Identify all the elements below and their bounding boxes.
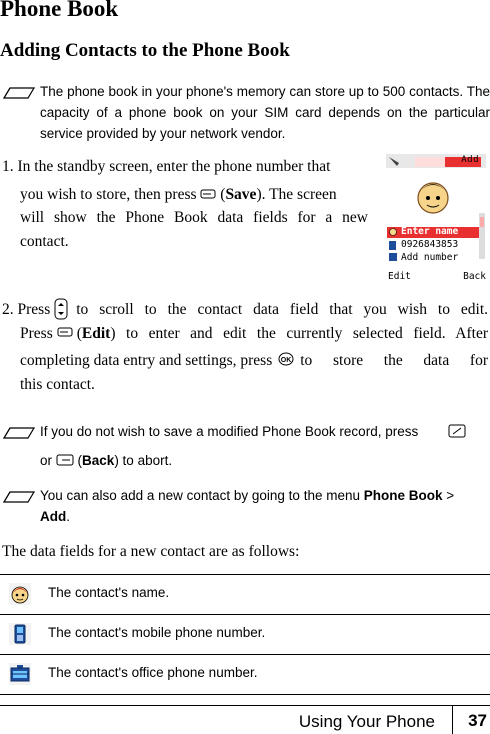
step-1-line-2: you wish to store, then press (Save). The screen <box>20 185 337 203</box>
navigation-key-icon <box>54 298 68 320</box>
menu-phone-book: Phone Book <box>363 488 443 503</box>
table-row <box>0 574 490 614</box>
save-label: Save <box>225 185 257 203</box>
face-icon <box>9 583 31 605</box>
phone-softkey-back: Back <box>463 271 486 282</box>
note-pen-icon <box>2 86 36 100</box>
right-softkey-icon <box>56 454 74 466</box>
phone-softkey-edit: Edit <box>388 271 411 282</box>
step-2 <box>2 298 488 396</box>
footer-divider <box>452 706 453 734</box>
step-2-line-4: this contact. <box>20 375 95 393</box>
footer-section-label: Using Your Phone <box>298 712 435 731</box>
abort-note-line-2: or (Back) to abort. <box>40 453 173 468</box>
abort-note-line-1: If you do not wish to save a modified Phone Book record, press <box>40 421 490 442</box>
phone-screen-title: Add <box>461 155 479 165</box>
table-row <box>0 614 490 654</box>
phone-screen-illustration <box>385 153 489 284</box>
clear-key-icon <box>448 424 466 438</box>
footer-rule <box>0 705 490 706</box>
abort-note <box>40 421 490 471</box>
menu-add: Add <box>40 509 67 524</box>
phone-field-number: 0926843853 <box>401 239 459 250</box>
mobile-phone-icon <box>9 623 31 645</box>
phone-field-name: Enter name <box>401 226 459 237</box>
step-2-line-2: Press ( Edit ) to enter and edit the currently selected field. After <box>2 322 488 346</box>
field-desc-name: The contact's name. <box>48 585 170 600</box>
page-title: Phone Book <box>0 0 119 21</box>
step-1-line-1: 1. In the standby screen, enter the phone number that <box>2 158 331 175</box>
fields-intro: The data fields for a new contact are as follows: <box>2 543 300 560</box>
phone-screen-graphic <box>385 153 489 284</box>
capacity-note: The phone book in your phone's memory can store up to 500 contacts. The capacity of a phone book on your SIM card depends on the particular service provided by your network vendor. <box>40 84 490 141</box>
back-label: Back <box>82 453 115 468</box>
table-row <box>0 654 490 695</box>
page-footer <box>0 705 490 734</box>
step-1-line-3: will show the Phone Book data fields for a new <box>20 209 368 226</box>
left-softkey-icon-2 <box>57 326 73 338</box>
field-desc-office: The contact's office phone number. <box>48 665 258 680</box>
svg-text:OK: OK <box>281 357 292 364</box>
ok-key-icon <box>278 352 294 366</box>
step-2-line-1: 2. Press to scroll to the contact data field that you wish to edit. <box>2 298 488 322</box>
office-phone-icon <box>9 663 31 685</box>
note-pen-icon <box>2 490 36 504</box>
step-2-line-3: completing data entry and settings, press OK to store the data for <box>20 352 488 369</box>
note-pen-icon <box>2 426 36 440</box>
fields-table <box>0 574 490 695</box>
menu-note: You can also add a new contact by going to the menu Phone Book > Add. <box>40 488 455 524</box>
step-1-line-4: contact. <box>20 232 69 250</box>
section-heading: Adding Contacts to the Phone Book <box>0 40 290 61</box>
field-desc-mobile: The contact's mobile phone number. <box>48 625 266 640</box>
edit-label: Edit <box>81 324 111 342</box>
phone-field-add: Add number <box>401 252 459 263</box>
step-1 <box>2 155 368 253</box>
page-number: 37 <box>468 711 487 730</box>
left-softkey-icon <box>200 188 216 200</box>
